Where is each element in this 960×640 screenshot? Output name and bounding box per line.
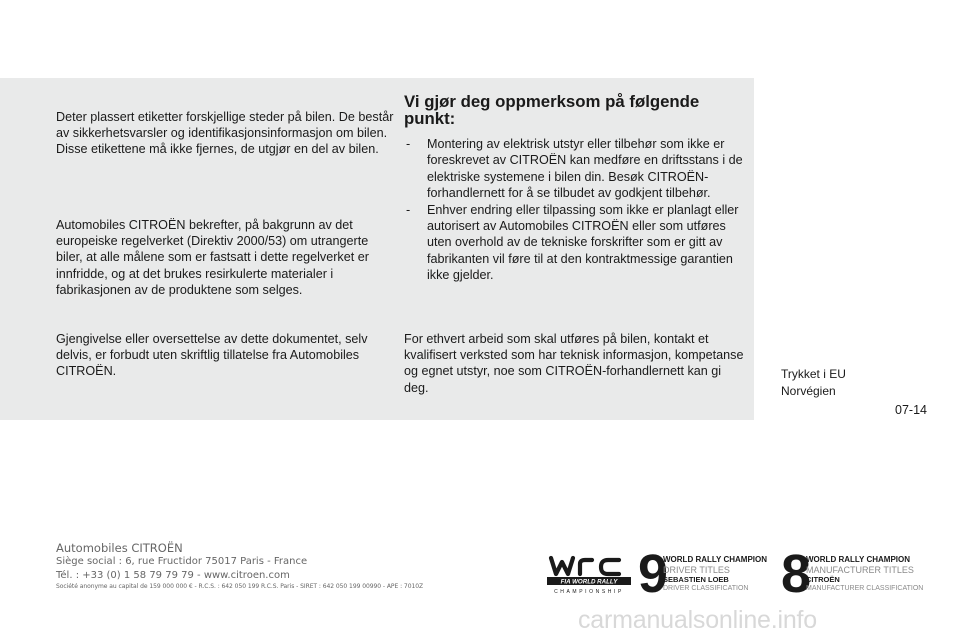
labels-paragraph: Deter plassert etiketter forskjellige steder på bilen. De består av sikkerhetsvarsler og identifikasjonsinformasjon om bilen. Disse etikettene må ikke fjernes, de utgjør en del av bilen.: [56, 109, 394, 157]
bullet-marker: -: [406, 202, 411, 217]
manufacturer-champion-label: WORLD RALLY CHAMPION: [806, 555, 910, 564]
recycling-paragraph: Automobiles CITROËN bekrefter, på bakgrunn av det europeiske regelverket (Direktiv 2000/53) om utrangerte biler, at alle målene som er fastsatt i dette regelverket er innfridde, og at det brukes resirkulerte materialer i fabrikasjonen av de produktene som selges.: [56, 217, 369, 298]
driver-classification-label: DRIVER CLASSIFICATION: [663, 585, 749, 592]
manufacturer-titles-label: MANUFACTURER TITLES: [806, 564, 914, 575]
footer-contact: Tél. : +33 (0) 1 58 79 79 79 - www.citroen.com: [56, 569, 290, 581]
bullet-text: Montering av elektrisk utstyr eller tilbehør som ikke er foreskrevet av CITROËN kan medføre en driftsstans i de elektriske systemene i bilen din. Besøk CITROËN-forhandlernett for å se tilbudet av godkjent tilbehør.: [427, 137, 743, 201]
manufacturer-titles-text: [806, 555, 960, 593]
notice-bullet-item: [404, 202, 744, 284]
driver-titles-label: DRIVER TITLES: [663, 564, 730, 575]
bullet-marker: -: [406, 137, 411, 151]
notice-bullet-list: [404, 136, 744, 284]
wrc-subtitle-text: FIA WORLD RALLY: [560, 578, 618, 586]
print-info: [781, 366, 846, 399]
notice-heading: Vi gjør deg oppmerksom på følgende punkt:: [404, 92, 700, 128]
footer-legal: Société anonyme au capital de 159 000 000 € - R.C.S. : 642 050 199 R.C.S. Paris - SIRET : 642 050 199 00990 - APE : 7010Z: [56, 583, 424, 590]
driver-champion-label: WORLD RALLY CHAMPION: [663, 555, 767, 564]
footer-company-info: [56, 541, 556, 591]
bullet-text: Enhver endring eller tilpassing som ikke er planlagt eller autorisert av Automobiles CITROËN eller som utføres uten overhold av de tekniske forskrifter som er gitt av fabrikanten vil føre til at den kontraktmessige garantien ikke gjelder.: [427, 202, 739, 283]
driver-titles-badge: [638, 544, 778, 604]
manufacturer-titles-number: 8: [781, 544, 812, 604]
printed-in-label: Trykket i EU: [781, 367, 846, 381]
workshop-paragraph: For ethvert arbeid som skal utføres på bilen, kontakt et kvalifisert verksted som har teknisk informasjon, kompetanse og egnet utstyr, noe som CITROËN-forhandlernett kan gi deg.: [404, 331, 744, 395]
manufacturer-titles-badge: [781, 544, 931, 604]
wrc-bottom-text: CHAMPIONSHIP: [554, 589, 624, 595]
site-watermark: carmanualsonline.info: [578, 606, 818, 634]
page-number: 07-14: [895, 403, 927, 417]
manufacturer-classification-label: MANUFACTURER CLASSIFICATION: [806, 585, 924, 592]
copyright-paragraph: Gjengivelse eller oversettelse av dette dokumentet, selv delvis, er forbudt uten skriftlig tillatelse fra Automobiles CITROËN.: [56, 331, 368, 379]
driver-name: SEBASTIEN LOEB: [663, 575, 729, 584]
notice-bullet-item: [404, 136, 744, 202]
wrc-logo-icon: [547, 552, 631, 596]
driver-titles-number: 9: [638, 544, 669, 604]
footer-company-name: Automobiles CITROËN: [56, 541, 183, 555]
manufacturer-name: CITROËN: [806, 575, 840, 584]
footer-address: Siège social : 6, rue Fructidor 75017 Paris - France: [56, 556, 308, 567]
language-label: Norvégien: [781, 383, 836, 398]
